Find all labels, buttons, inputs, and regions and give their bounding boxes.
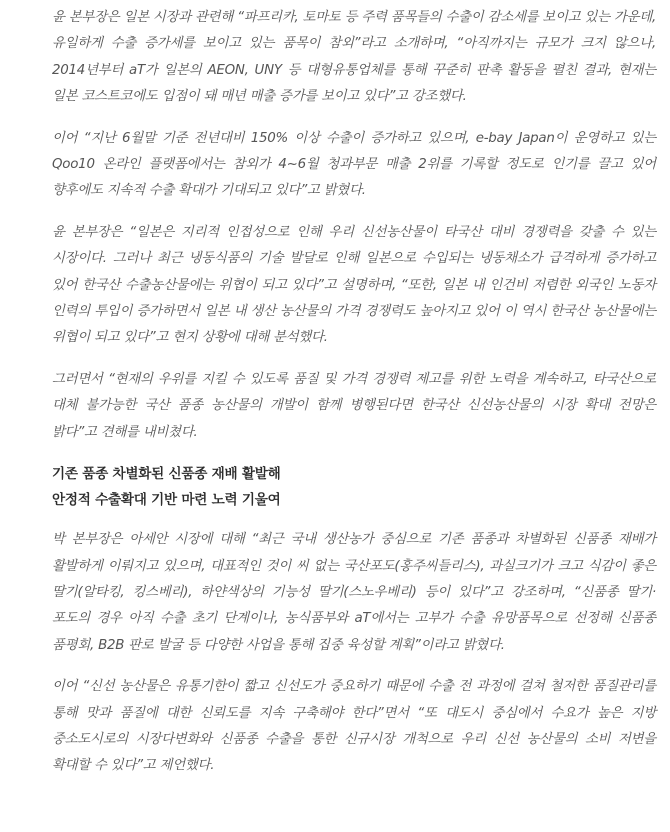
article-body xyxy=(52,5,656,795)
paragraph-online-sales: 이어 “지난 6월말 기준 전년대비 150% 이상 수출이 증가하고 있으며, e-bay Japan이 운영하고 있는 Qoo10 온라인 플랫폼에서는 참외가 4~6월 청과부문 매출 2위를 기록할 정도로 인기를 끌고 있어 향후에도 지속적 수출 확대가 기대되고 있다”고 밝혔다. xyxy=(52,130,656,199)
paragraph-competition-analysis: 윤 본부장은 “일본은 지리적 인접성으로 인해 우리 신선농산물이 타국산 대비 경쟁력을 갖출 수 있는 시장이다. 그러나 최근 냉동식품의 기술 발달로 인해 일본으로 수입되는 냉동채소가 급격하게 증가하고 있어 한국산 수출농산물에는 위협이 되고 있다”고 설명하며, “또한, 일본 내 인건비 저렴한 외국인 노동자 인력의 투입이 증가하면서 일본 내 생산 농산물의 가격 경쟁력도 높아지고 있어 이 역시 한국산 농산물에는 위협이 되고 있다”고 현지 상황에 대해 분석했다. xyxy=(52,224,656,346)
paragraph-quality-control: 이어 “신선 농산물은 유통기한이 짧고 신선도가 중요하기 때문에 수출 전 과정에 걸쳐 철저한 품질관리를 통해 맛과 품질에 대한 신뢰도를 지속 구축해야 한다”면서 “또 대도시 중심에서 수요가 높은 지방 중소도시로의 시장다변화와 신품종 수출을 통한 신규시장 개척으로 우리 신선 농산물의 소비 저변을 확대할 수 있다”고 제언했다. xyxy=(52,679,656,774)
paragraph-outlook: 그러면서 “현재의 우위를 지킬 수 있도록 품질 및 가격 경쟁력 제고를 위한 노력을 계속하고, 타국산으로 대체 불가능한 국산 품종 농산물의 개발이 함께 병행된다면 한국산 신선농산물의 시장 확대 전망은 밝다”고 견해를 내비쳤다. xyxy=(52,371,656,440)
subheading-line-2: 안정적 수출확대 기반 마련 노력 기울여 xyxy=(52,492,281,509)
subheading-line-1: 기존 품종 차별화된 신품종 재배 활발해 xyxy=(52,466,281,483)
section-subheading xyxy=(52,461,656,513)
paragraph-new-varieties: 박 본부장은 아세안 시장에 대해 “최근 국내 생산농가 중심으로 기존 품종과 차별화된 신품종 재배가 활발하게 이뤄지고 있으며, 대표적인 것이 씨 없는 국산포도(홍주씨들리스), 과실크기가 크고 식감이 좋은 딸기(알타킹, 킹스베리), 하얀색상의 기능성 딸기(스노우베리) 등이 있다”고 강조하며, “신품종 딸기·포도의 경우 아직 수출 초기 단계이나, 농식품부와 aT에서는 고부가 수출 유망품목으로 선정해 신품종 품평회, B2B 판로 발굴 등 다양한 사업을 통해 집중 육성할 계획”이라고 밝혔다. xyxy=(52,532,656,653)
paragraph-japan-market: 윤 본부장은 일본 시장과 관련해 “파프리카, 토마토 등 주력 품목들의 수출이 감소세를 보이고 있는 가운데, 유일하게 수출 증가세를 보이고 있는 품목이 참외”라고 소개하며, “아직까지는 규모가 크지 않으나, 2014년부터 aT가 일본의 AEON, UNY 등 대형유통업체를 통해 꾸준히 판촉 활동을 펼친 결과, 현재는 일본 코스트코에도 입점이 돼 매년 매출 증가를 보이고 있다”고 강조했다. xyxy=(52,10,656,105)
